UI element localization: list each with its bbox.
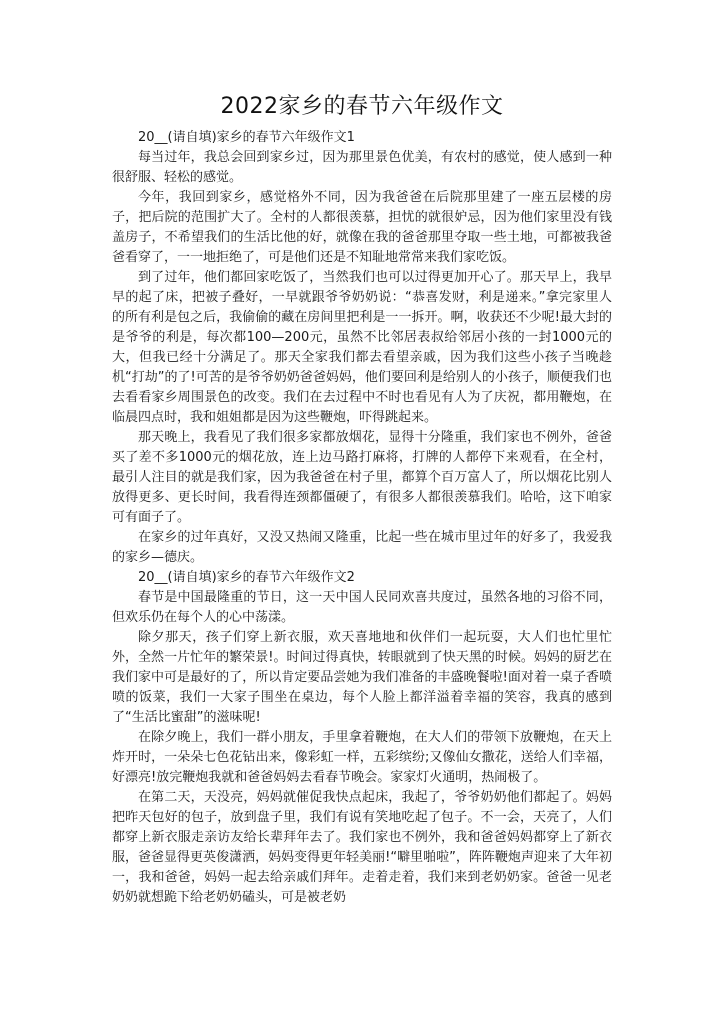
essay-2-paragraph-1: 春节是中国最隆重的节日，这一天中国人民同欢喜共度过，虽然各地的习俗不同，但欢乐仍在每个人的心中荡漾。 [112, 590, 612, 625]
essay-2-paragraph-4: 在第二天，天没亮，妈妈就催促我快点起床，我起了，爷爷奶奶他们都起了。妈妈把昨天包好的包子，放到盘子里，我们有说有笑地吃起了包子。不一会，天亮了，人们都穿上新衣服走亲访友给长辈拜年去了。我们家也不例外，我和爸爸妈妈都穿上了新衣服，爸爸显得更英俊潇洒，妈妈变得更年轻美丽!“噼里啪啦”，阵阵鞭炮声迎来了大年初一，我和爸爸，妈妈一起去给亲戚们拜年。走着走着，我们来到老奶奶家。爸爸一见老奶奶就想跪下给老奶奶磕头，可是被老奶 [112, 790, 612, 905]
essay-2-heading: 20__(请自填)家乡的春节六年级作文2 [138, 570, 355, 585]
essay-1-paragraph-3: 到了过年，他们都回家吃饭了，当然我们也可以过得更加开心了。那天早上，我早早的起了床，把被子叠好，一早就跟爷爷奶奶说：“恭喜发财，利是递来。”拿完家里人的所有利是包之后，我偷偷的藏在房间里把利是一一拆开。啊，收获还不少呢!最大封的是爷爷的利是，每次都100—200元，虽然不比邻居表叔给邻居小孩的一封1000元的大，但我已经十分满足了。那天全家我们都去看望亲戚，因为我们这些小孩子当晚趁机“打劫”的了!可苦的是爷爷奶奶爸爸妈妈，他们要回利是给别人的小孩子，顺便我们也去看看家乡周围景色的改变。我们在去过程中不时也看见有人为了庆祝，都用鞭炮，在临晨四点时，我和姐姐都是因为这些鞭炮，吓得跳起来。 [112, 270, 612, 425]
document-page [112, 92, 612, 908]
essay-1-heading: 20__(请自填)家乡的春节六年级作文1 [138, 130, 355, 145]
essay-1-paragraph-5: 在家乡的过年真好，又没又热闹又隆重，比起一些在城市里过年的好多了，我爱我的家乡—德庆。 [112, 530, 612, 565]
essay-1-paragraph-1: 每当过年，我总会回到家乡过，因为那里景色优美，有农村的感觉，使人感到一种很舒服、轻松的感觉。 [112, 150, 612, 185]
document-title: 2022家乡的春节六年级作文 [220, 94, 504, 119]
essay-2-paragraph-2: 除夕那天，孩子们穿上新衣服，欢天喜地地和伙伴们一起玩耍，大人们也忙里忙外，全然一片忙年的繁荣景!。时间过得真快，转眼就到了快天黑的时候。妈妈的厨艺在我们家中可是最好的了，所以肯定要品尝她为我们准备的丰盛晚餐啦!面对着一桌子香喷喷的饭菜，我们一大家子围坐在桌边，每个人脸上都洋溢着幸福的笑容，我真的感到了“生活比蜜甜”的滋味呢! [112, 630, 612, 725]
essay-1-paragraph-2: 今年，我回到家乡，感觉格外不同，因为我爸爸在后院那里建了一座五层楼的房子，把后院的范围扩大了。全村的人都很羡慕，担忧的就很妒忌，因为他们家里没有钱盖房子，不希望我们的生活比他的好，就像在我的爸爸那里夺取一些土地，可都被我爸爸看穿了，一一地拒绝了，可是他们还是不知耻地常常来我们家吃饭。 [112, 190, 612, 265]
essay-1-paragraph-4: 那天晚上，我看见了我们很多家都放烟花，显得十分隆重，我们家也不例外，爸爸买了差不多1000元的烟花放，连上边马路打麻将，打牌的人都停下来观看，在全村，最引人注目的就是我们家，因为我爸爸在村子里，都算个百万富人了，所以烟花比别人放得更多、更长时间，我看得连颈都僵硬了，有很多人都很羡慕我们。哈哈，这下咱家可有面子了。 [112, 430, 612, 525]
essay-2-paragraph-3: 在除夕晚上，我们一群小朋友，手里拿着鞭炮，在大人们的带领下放鞭炮，在天上炸开时，一朵朵七色花钻出来，像彩虹一样，五彩缤纷;又像仙女撒花，送给人们幸福，好漂亮!放完鞭炮我就和爸爸妈妈去看春节晚会。家家灯火通明，热闹极了。 [112, 730, 612, 785]
